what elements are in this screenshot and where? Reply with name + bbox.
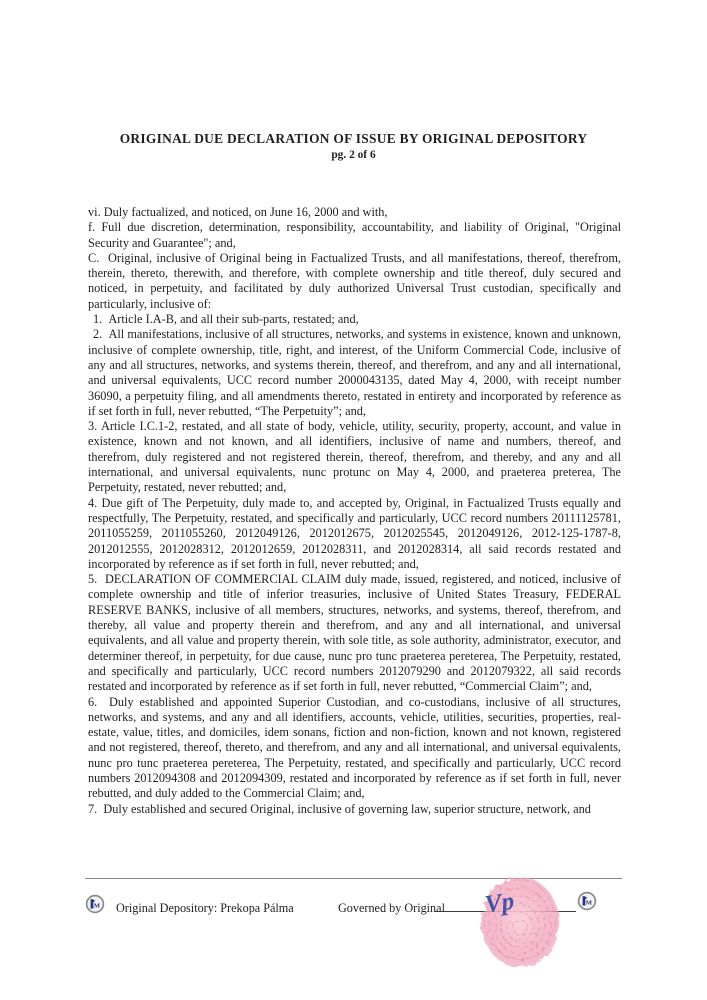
paragraph: 4. Due gift of The Perpetuity, duly made to, and accepted by, Original, in Factualized Trusts equally and respectfully, The Perpetuity, restated, and specifically and particularly, UCC record numbers 20111125781, 2011055259, 2011055260, 2012049126, 2012012675, 2012025545, 2012049126, 2012-125-1787-8, 2012012555, 2012028312, 2012012659, 2012028311, and 2012028314, all said records restated and incorporated by reference as if set forth in full, never rebutted; and, xyxy=(88,495,621,571)
signature-initials: Vp xyxy=(483,887,516,919)
document-title: ORIGINAL DUE DECLARATION OF ISSUE BY ORIGINAL DEPOSITORY xyxy=(119,131,588,146)
svg-text:M: M xyxy=(585,899,593,907)
paragraph: f. Full due discretion, determination, responsibility, accountability, and liability of Original, "Original Security and Guarantee"; and, xyxy=(88,220,621,250)
svg-text:M: M xyxy=(93,902,101,910)
paragraph: 3. Article I.C.1-2, restated, and all state of body, vehicle, utility, security, property, account, and value in existence, known and not known, and all identifiers, inclusive of name and numbers, thereof, and therefrom, duly registered and not registered therein, thereof, therefrom, and thereby, and any and all international, and universal equivalents, nunc protunc on May 4, 2000, and praeterea preterea, The Perpetuity, restated, never rebutted; and, xyxy=(88,419,621,495)
paragraph: C. Original, inclusive of Original being in Factualized Trusts, and all manifestations, thereof, therefrom, therein, thereto, therewith, and therefore, with complete ownership and title thereof, duly secured and noticed, in perpetuity, and facilitated by duly authorized Universal Trust custodian, specifically and particularly, inclusive of: xyxy=(88,250,621,311)
paragraph: 7. Duly established and secured Original, inclusive of governing law, superior structure, network, and xyxy=(88,801,591,816)
page-number: pg. 2 of 6 xyxy=(331,149,376,161)
paragraph: vi. Duly factualized, and noticed, on June 16, 2000 and with, xyxy=(88,205,388,219)
governed-by-label: Governed by Original xyxy=(338,901,445,915)
document-body xyxy=(88,205,621,817)
depository-name: Original Depository: Prekopa Pálma xyxy=(116,901,294,915)
paragraph: 5. DECLARATION OF COMMERCIAL CLAIM duly made, issued, registered, and noticed, inclusive of complete ownership and title of inferior treasuries, inclusive of United States Treasury, FEDERAL RESERVE BANKS, inclusive of all members, structures, networks, and systems, thereof, therefrom, and thereby, all value and property therein and therefrom, and any and all international, and universal equivalents, and all value and property therein, with sole title, as sole authority, administrator, executor, and determiner thereof, in perpetuity, for due cause, nunc pro tunc praeterea pereterea, The Perpetuity, restated, and specifically and particularly, UCC record numbers 2012079290 and 2012079322, all said records restated and incorporated by reference as if set forth in full, never rebutted, “Commercial Claim”; and, xyxy=(88,572,621,694)
paragraph: 1. Article I.A-B, and all their sub-parts, restated; and, xyxy=(93,312,359,327)
monogram-seal-icon xyxy=(577,891,597,911)
fingerprint-stamp-icon xyxy=(477,874,563,970)
paragraph: 2. All manifestations, inclusive of all structures, networks, and systems in existence, known and unknown, inclusive of complete ownership, title, right, and interest, of the Uniform Commercial Code, inclusive of any and all structures, networks, and systems therein, thereof, and therefrom, and any and all international, and universal equivalents, UCC record number 2000043135, dated May 4, 2000, with receipt number 36090, a perpetuity filing, and all amendments thereto, restated in entirety and incorporated by reference as if set forth in full, never rebutted, “The Perpetuity”; and, xyxy=(88,327,621,418)
paragraph: 6. Duly established and appointed Superior Custodian, and co-custodians, inclusive of all structures, networks, and systems, and any and all identifiers, accounts, vehicle, utilities, securities, properties, real-estate, value, titles, and domiciles, idem sonans, fiction and non-fiction, known and not known, registered and not registered, thereof, thereto, and therefrom, and any and all international, and universal equivalents, nunc pro tunc praeterea pereterea, The Perpetuity, restated, and specifically and particularly, UCC record numbers 2012094308 and 2012094309, restated and incorporated by reference as if set forth in full, never rebutted, and duly added to the Commercial Claim; and, xyxy=(88,694,621,801)
monogram-seal-icon xyxy=(85,894,105,914)
